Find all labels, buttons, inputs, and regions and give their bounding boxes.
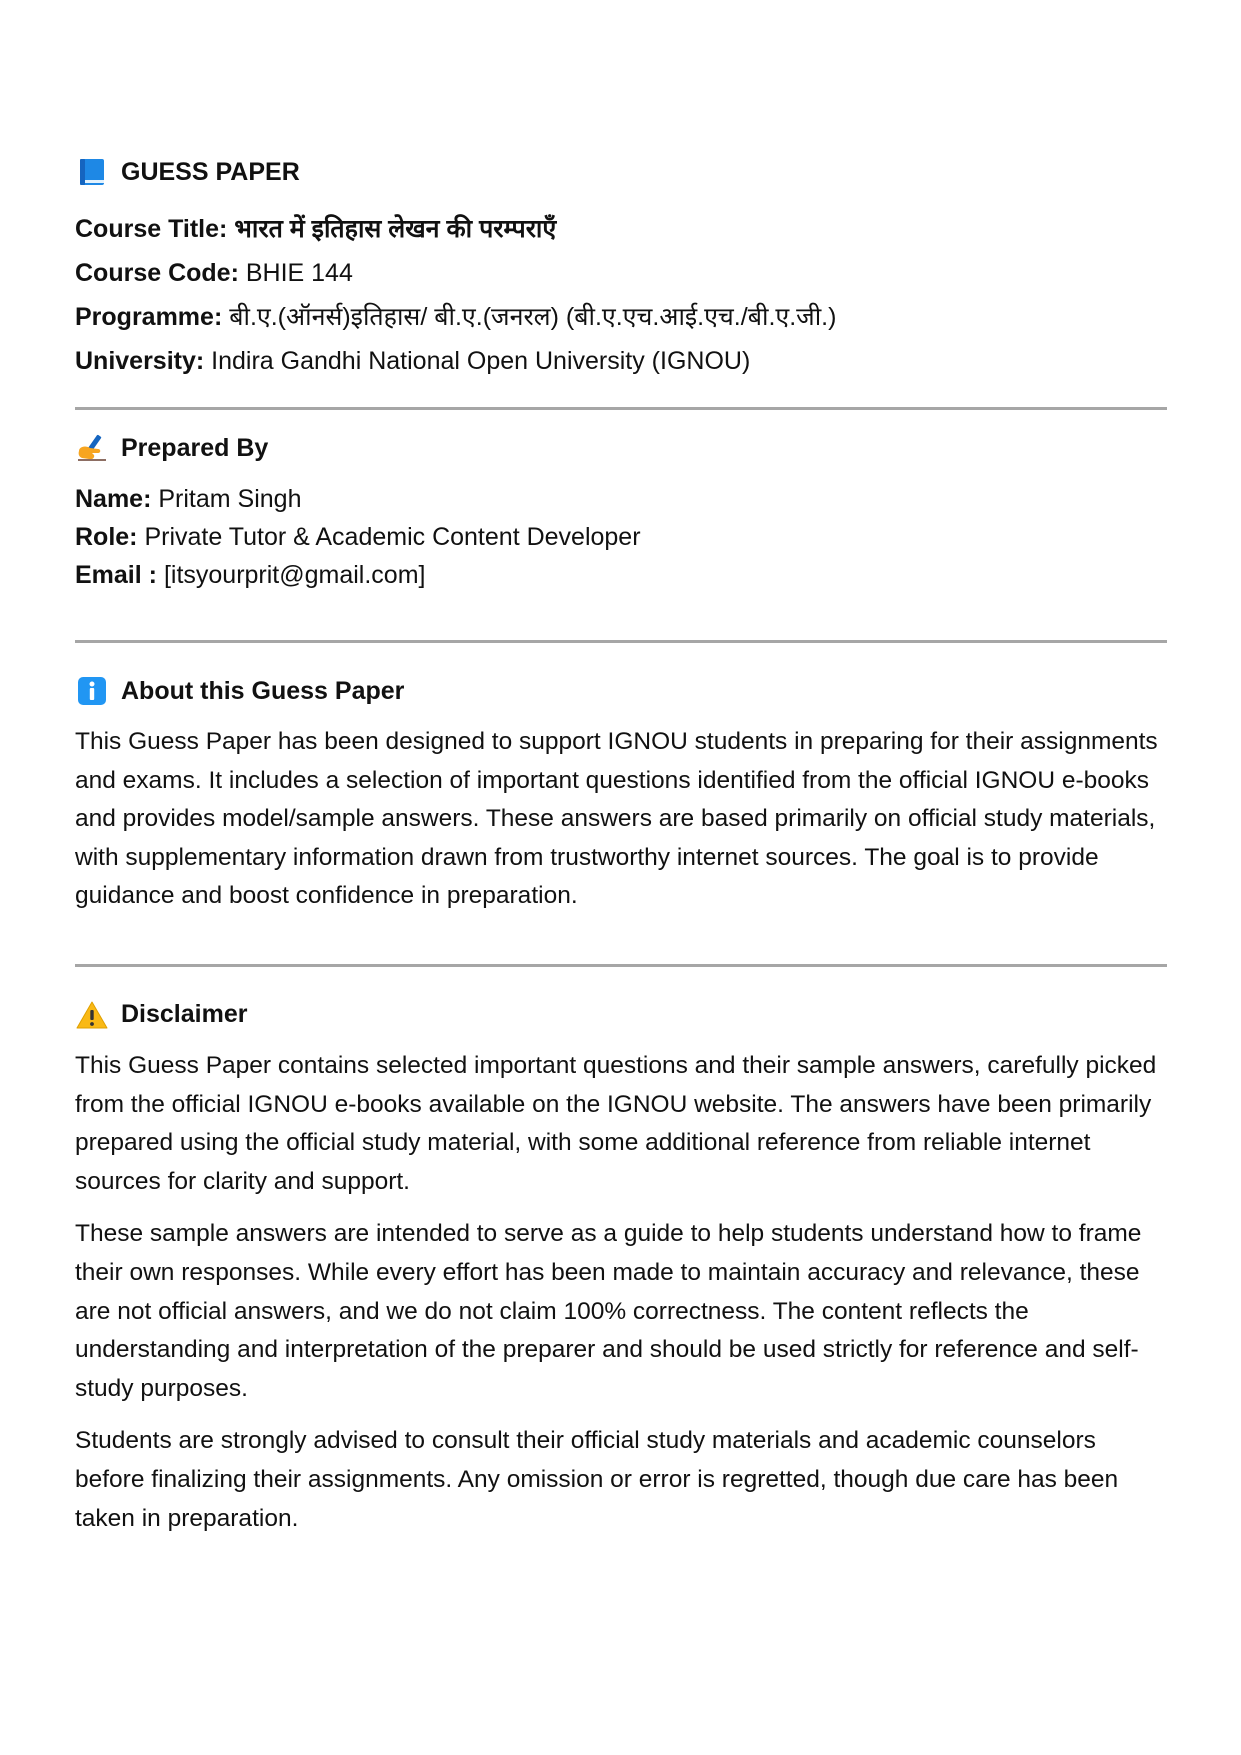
- role-line: [75, 518, 1167, 556]
- programme-line: [75, 295, 1167, 339]
- university-label: University:: [75, 347, 205, 375]
- name-label: Name:: [75, 485, 152, 513]
- disclaimer-paragraph: This Guess Paper contains selected important questions and their sample answers, carefully picked from the official IGNOU e-books available on the IGNOU website. The answers have been primarily prepared using the official study material, with some additional reference from reliable internet sources for clarity and support.: [75, 1051, 1157, 1195]
- guess-paper-heading: [75, 150, 1167, 194]
- disclaimer-paragraph: These sample answers are intended to serve as a guide to help students understand how to frame their own responses. While every effort has been made to maintain accuracy and relevance, these are not official answers, and we do not claim 100% correctness. The content reflects the understanding and interpretation of the preparer and should be used strictly for reference and self-study purposes.: [75, 1220, 1142, 1402]
- guess-paper-section: [75, 150, 1167, 383]
- email-line: [75, 556, 1167, 594]
- email-value: [itsyourprit@gmail.com]: [163, 561, 426, 589]
- course-code-label: Course Code:: [75, 259, 239, 287]
- prepared-by-title: Prepared By: [121, 433, 269, 462]
- email-label: Email :: [75, 561, 157, 589]
- disclaimer-title: Disclaimer: [121, 1000, 248, 1029]
- course-code-value: BHIE 144: [245, 259, 353, 287]
- prepared-by-heading: [75, 426, 1167, 470]
- disclaimer-section: [75, 993, 1167, 1538]
- blue-book-icon: [75, 155, 109, 189]
- name-line: [75, 480, 1167, 518]
- prepared-by-section: [75, 426, 1167, 594]
- role-value: Private Tutor & Academic Content Developer: [144, 523, 641, 551]
- document-page: [75, 150, 1167, 1538]
- writing-hand-icon: [75, 431, 109, 465]
- course-title-label: Course Title:: [75, 215, 228, 243]
- name-value: Pritam Singh: [158, 485, 302, 513]
- disclaimer-heading: [75, 993, 1167, 1037]
- course-title-value: भारत में इतिहास लेखन की परम्पराएँ: [234, 215, 557, 243]
- about-title: About this Guess Paper: [121, 676, 405, 705]
- university-value: Indira Gandhi National Open University (IGNOU): [211, 347, 751, 375]
- warning-icon: [75, 998, 109, 1032]
- guess-paper-title: GUESS PAPER: [121, 157, 300, 186]
- course-title-line: [75, 207, 1167, 251]
- information-icon: [75, 674, 109, 708]
- about-heading: [75, 669, 1167, 713]
- role-label: Role:: [75, 523, 138, 551]
- about-paragraph: This Guess Paper has been designed to support IGNOU students in preparing for their assignments and exams. It includes a selection of important questions identified from the official IGNOU e-books and provides model/sample answers. These answers are based primarily on official study materials, with supplementary information drawn from trustworthy internet sources. The goal is to provide guidance and boost confidence in preparation.: [75, 728, 1158, 910]
- programme-label: Programme:: [75, 303, 223, 331]
- programme-value: बी.ए.(ऑनर्स)इतिहास/ बी.ए.(जनरल) (बी.ए.एच.आई.एच./बी.ए.जी.): [229, 303, 837, 331]
- university-line: [75, 339, 1167, 383]
- disclaimer-paragraph: Students are strongly advised to consult their official study materials and academic counselors before finalizing their assignments. Any omission or error is regretted, though due care has been taken in preparation.: [75, 1427, 1119, 1532]
- course-code-line: [75, 251, 1167, 295]
- about-section: [75, 669, 1167, 916]
